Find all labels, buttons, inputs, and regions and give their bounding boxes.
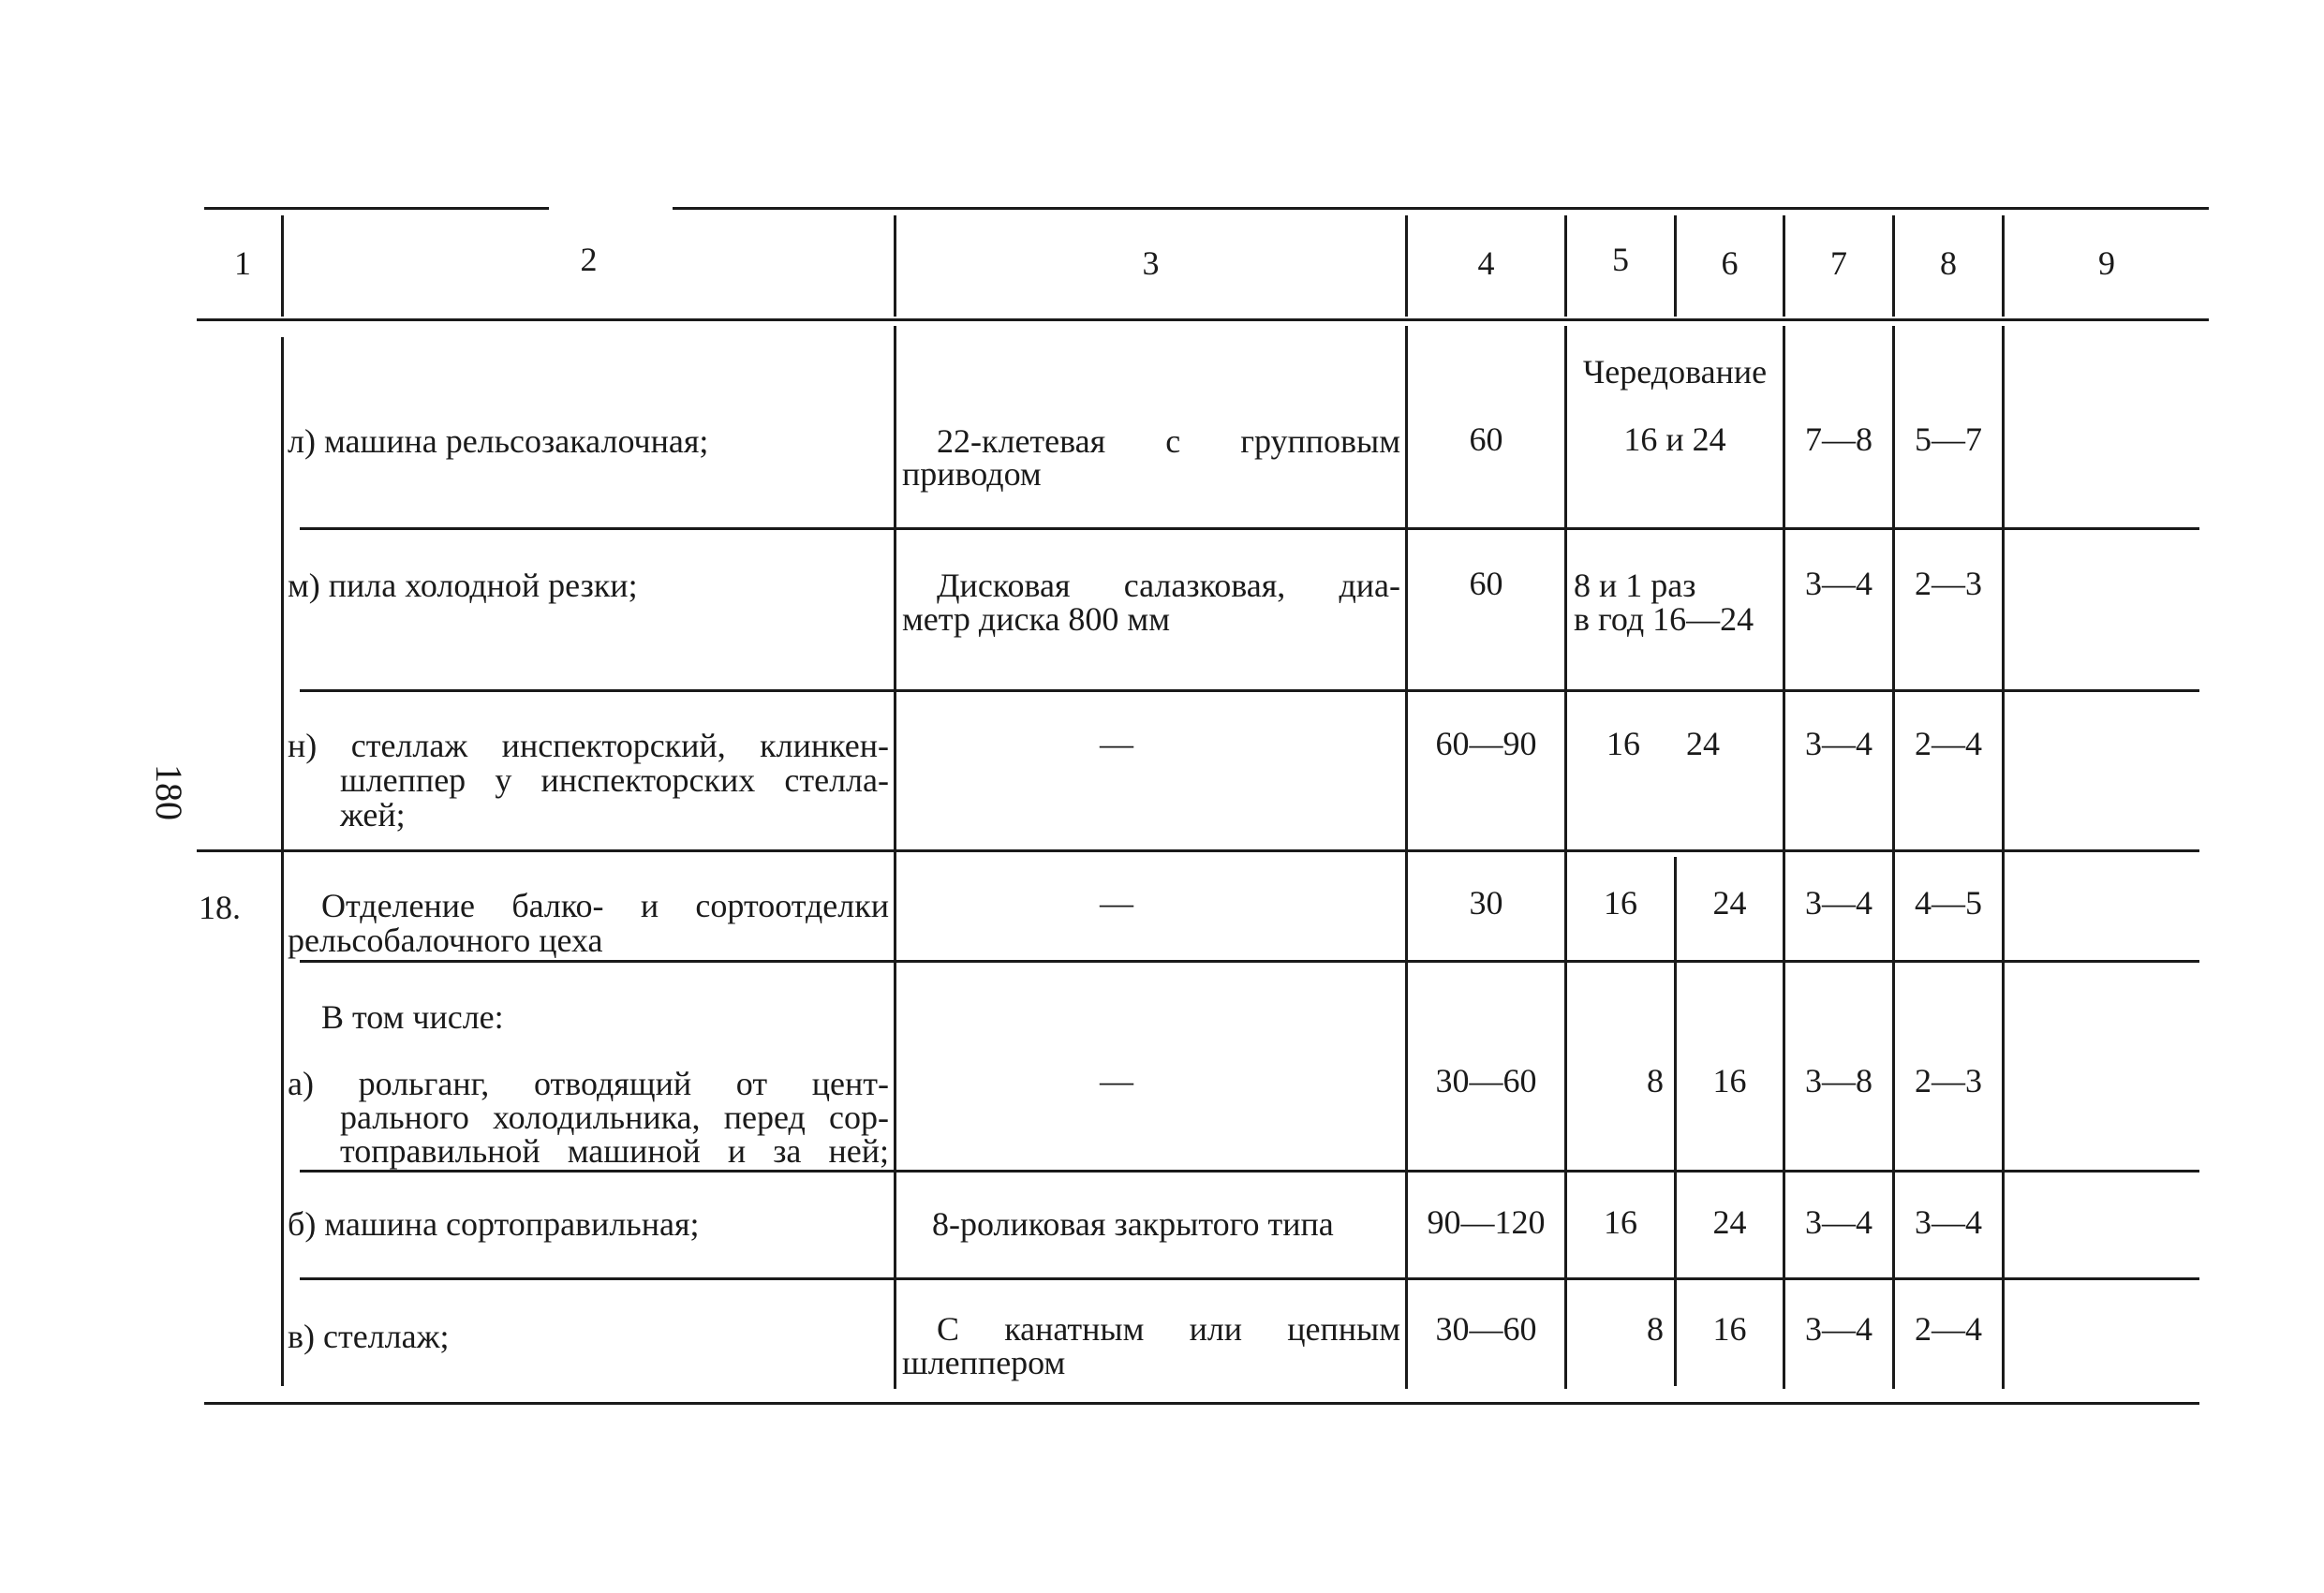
row-n-col3: —	[1100, 725, 1133, 762]
row-b-col7: 3—4	[1805, 1203, 1873, 1241]
row-m-col7: 3—4	[1805, 565, 1873, 602]
body-sep-5-6-lower	[1674, 857, 1677, 1386]
row-18-col3: —	[1100, 884, 1133, 922]
row-rule-a	[300, 1170, 2199, 1173]
table-bottom-rule	[204, 1402, 2199, 1405]
row-m-col56-line1: 8 и 1 раз	[1574, 567, 1696, 604]
row-l-col4: 60	[1469, 420, 1503, 458]
header-col-8: 8	[1940, 244, 1957, 282]
body-sep-1-2	[281, 337, 284, 1386]
row-n-name-line1: н) стеллаж инспекторский, клинкен-	[288, 727, 889, 764]
row-a-col5: 8	[1647, 1062, 1664, 1099]
row-18-col8: 4—5	[1915, 884, 1982, 922]
header-col-5: 5	[1612, 241, 1629, 278]
row-n-name-line3: жей;	[340, 796, 406, 833]
row-l-col56-title: Чередование	[1582, 353, 1768, 391]
row-l-col8: 5—7	[1915, 420, 1982, 458]
row-a-col7: 3—8	[1805, 1062, 1873, 1099]
row-18-name-line1: Отделение балко- и сортоотделки	[321, 887, 889, 924]
row-b-col5: 16	[1604, 1203, 1637, 1241]
header-col-4: 4	[1477, 244, 1495, 282]
row-b-col3: 8-роликовая закрытого типа	[932, 1205, 1334, 1243]
row-a-name-line1: а) рольганг, отводящий от цент-	[288, 1065, 889, 1102]
row-m-col8: 2—3	[1915, 565, 1982, 602]
row-v-col6: 16	[1712, 1310, 1747, 1348]
row-a-col3: —	[1100, 1062, 1133, 1099]
row-rule-18	[300, 960, 2199, 963]
row-n-col7: 3—4	[1805, 725, 1873, 762]
row-b-name: б) машина сортоправильная;	[288, 1205, 700, 1243]
row-rule-m	[300, 689, 2199, 692]
row-n-col8: 2—4	[1915, 725, 1982, 762]
row-v-col8: 2—4	[1915, 1310, 1982, 1348]
row-18-col5: 16	[1604, 884, 1637, 922]
row-n-col4: 60—90	[1435, 725, 1537, 762]
row-b-col4: 90—120	[1427, 1203, 1546, 1241]
header-col-3: 3	[1142, 244, 1160, 282]
row-l-type-line1: 22-клетевая с групповым	[937, 422, 1400, 460]
body-sep-2-3	[894, 326, 896, 1389]
row-18-number: 18.	[199, 889, 241, 926]
row-n-col6: 24	[1686, 725, 1720, 762]
row-l-type-line2: приводом	[902, 455, 1042, 493]
row-18-name-line2: рельсобалочного цеха	[288, 922, 603, 959]
header-col-6: 6	[1721, 244, 1739, 282]
row-a-name-line3: топравильной машиной и за ней;	[340, 1132, 889, 1170]
row-m-col4: 60	[1469, 565, 1503, 602]
row-rule-b	[300, 1277, 2199, 1280]
row-b-col8: 3—4	[1915, 1203, 1982, 1241]
row-18-col7: 3—4	[1805, 884, 1873, 922]
row-v-col5: 8	[1647, 1310, 1664, 1348]
row-a-name-line2: рального холодильника, перед сор-	[340, 1099, 889, 1136]
top-rule-right	[673, 207, 2209, 210]
row-b-col6: 24	[1712, 1203, 1747, 1241]
row-v-col7: 3—4	[1805, 1310, 1873, 1348]
header-bottom-rule	[197, 318, 2209, 321]
row-v-col4: 30—60	[1435, 1310, 1537, 1348]
row-rule-l	[300, 527, 2199, 530]
row-v-name: в) стеллаж;	[288, 1318, 450, 1355]
row-l-name: л) машина рельсозакалочная;	[288, 422, 709, 460]
header-col-1: 1	[234, 244, 251, 282]
row-a-intro: В том числе:	[321, 998, 504, 1036]
row-m-name: м) пила холодной резки;	[288, 567, 638, 604]
row-m-type-line1: Дисковая салазковая, диа-	[937, 567, 1400, 604]
row-l-col56: 16 и 24	[1623, 420, 1726, 458]
body-sep-8-9	[2002, 326, 2005, 1389]
row-v-type-line2: шлеппером	[902, 1344, 1066, 1381]
row-18-col4: 30	[1469, 884, 1503, 922]
row-18-col6: 24	[1712, 884, 1747, 922]
row-m-type-line2: метр диска 800 мм	[902, 600, 1170, 638]
page-number: 180	[148, 764, 190, 820]
header-col-2: 2	[580, 241, 598, 278]
row-v-type-line1: С канатным или цепным	[937, 1310, 1400, 1348]
header-col-9: 9	[2098, 244, 2115, 282]
row-a-col8: 2—3	[1915, 1062, 1982, 1099]
row-n-name-line2: шлеппер у инспекторских стелла-	[340, 761, 889, 799]
header-col-7: 7	[1830, 244, 1847, 282]
row-n-col5: 16	[1606, 725, 1640, 762]
row-a-col4: 30—60	[1435, 1062, 1537, 1099]
row-m-col56-line2: в год 16—24	[1574, 600, 1754, 638]
top-rule-left	[204, 207, 549, 210]
row-a-col6: 16	[1712, 1062, 1747, 1099]
row-rule-n	[197, 849, 2199, 852]
row-l-col7: 7—8	[1805, 420, 1873, 458]
